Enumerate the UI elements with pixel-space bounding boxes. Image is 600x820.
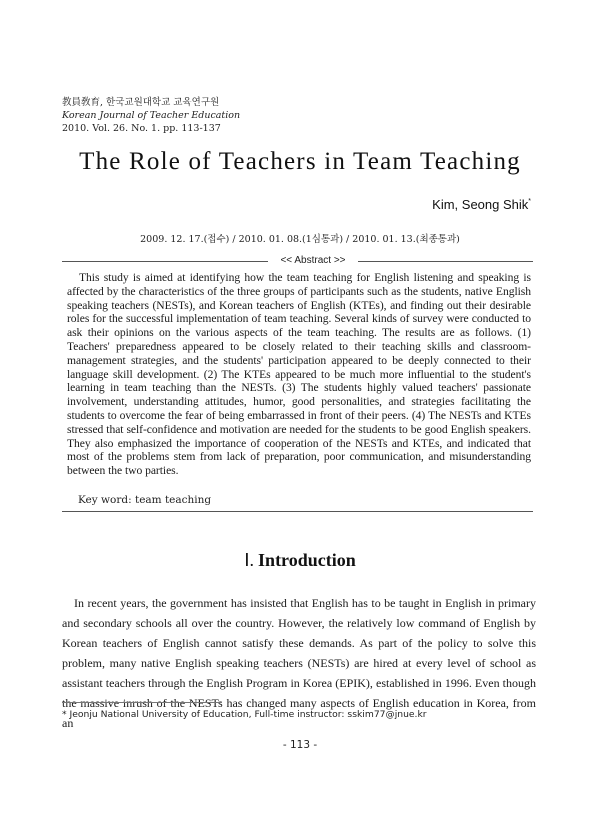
journal-volume: 2010. Vol. 26. No. 1. pp. 113-137 (62, 123, 221, 134)
journal-info (62, 96, 240, 135)
abstract-text: This study is aimed at identifying how the team teaching for English listening and speaking is affected by the characteristics of the three groups of participants such as the students, native English speaking teachers (NESTs), and Korean teachers of English (KTEs), and finding out their desirable roles for the successful implementation of team teaching. Several kinds of survey were conducted to ask their opinions on the various aspects of the team teaching. The results are as follows. (1) Teachers' preparedness appeared to be closely related to their teaching skills and classroom-management strategies, and the students' participation appeared to be deeply connected to their language skill development. (2) The KTEs appeared to be much more influential to the student's learning in team teaching than the NESTs. (3) The students highly valued teachers' passionate involvement, understanding attitudes, humor, good personalities, and strategies facilitating the students to overcome the fear of being embarrassed in front of their peers. (4) The NESTs and KTEs stressed that self-confidence and motivation are needed for the students to be good English speakers. They also emphasized the importance of cooperation of the NESTs and KTEs, and indicated that most of the problems stem from lack of preparation, poor communication, and misunderstanding between the two parties. (67, 271, 531, 478)
abstract-divider-right (358, 261, 533, 262)
paper-title: The Role of Teachers in Team Teaching (79, 148, 521, 175)
introduction-paragraph: In recent years, the government has insisted that English has to be taught in English in primary and secondary schools all over the country. However, the relatively low command of English by Korean teachers of English cannot satisfy these demands. As part of the policy to solve this problem, many native English speaking teachers (NESTs) are hired at every level of school as assistant teachers through the English Program in Korea (EPIK), established in 1996. Even though the massive inrush of the NESTs has changed many aspects of English education in Korea, from an (62, 596, 536, 730)
section-heading (0, 550, 600, 571)
author (432, 197, 531, 212)
journal-publisher: 教員敎育, 한국교원대학교 교육연구원 (62, 97, 220, 108)
abstract-divider-left (62, 261, 268, 262)
abstract-heading: << Abstract >> (280, 255, 346, 266)
section-number: Ⅰ. (244, 550, 255, 570)
submission-dates: 2009. 12. 17.(접수) / 2010. 01. 08.(1심통과) / 2010. 01. 13.(최종통과) (140, 234, 460, 245)
footnote-divider (62, 702, 222, 703)
page-number: - 113 - (282, 739, 318, 751)
author-footnote-mark: * (528, 198, 531, 205)
author-name: Kim, Seong Shik (432, 197, 529, 212)
keywords: Key word: team teaching (78, 494, 212, 506)
footnote: * Jeonju National University of Education, Full-time instructor: sskim77@jnue.kr (62, 709, 427, 720)
journal-name: Korean Journal of Teacher Education (62, 110, 241, 121)
keyword-divider (62, 511, 533, 512)
section-title: Introduction (258, 550, 356, 570)
